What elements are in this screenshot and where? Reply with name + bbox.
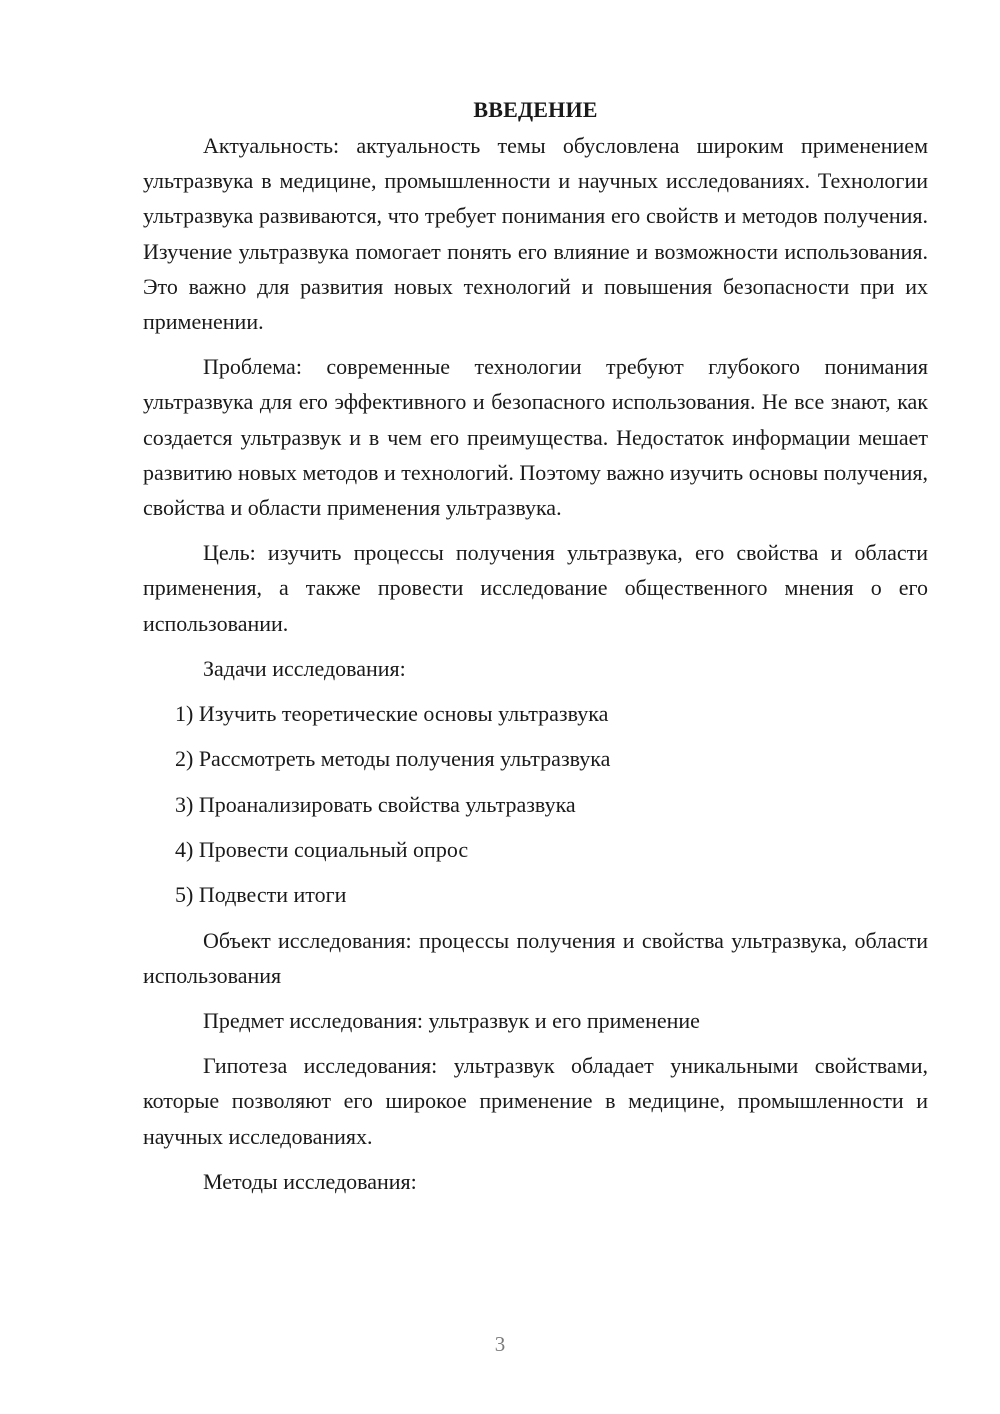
paragraph-hypothesis: Гипотеза исследования: ультразвук обладает уникальными свойствами, которые позволяют его широкое применение в медицине, промышленности и научных исследованиях. [143,1053,928,1149]
paragraph-object: Объект исследования: процессы получения и свойства ультразвука, области использования [143,927,928,988]
task-list [143,696,928,912]
task-item: 5) Подвести итоги [175,882,347,908]
task-item: 3) Проанализировать свойства ультразвука [175,791,576,817]
task-item: 2) Рассмотреть методы получения ультразвука [175,746,611,772]
paragraph-subject: Предмет исследования: ультразвук и его применение [203,1007,700,1033]
paragraph-problem: Проблема: современные технологии требуют глубокого понимания ультразвука для его эффективного и безопасного использования. Не все знают, как создается ультразвук и в чем его преимущества. Недостаток информации мешает развитию новых методов и технологий. Поэтому важно изучить основы получения, свойства и области применения ультразвука. [143,354,928,521]
paragraph-methods-title: Методы исследования: [203,1168,417,1194]
page-number: 3 [494,1332,506,1356]
task-item: 4) Провести социальный опрос [175,836,469,862]
document-page [143,92,928,1209]
paragraph-relevance: Актуальность: актуальность темы обусловлена широким применением ультразвука в медицине, промышленности и научных исследованиях. Технологии ультразвука развиваются, что требует понимания его свойств и методов получения. Изучение ультразвука помогает понять его влияние и возможности использования. Это важно для развития новых технологий и повышения безопасности при их применении. [143,133,928,335]
paragraph-goal: Цель: изучить процессы получения ультразвука, его свойства и области применения, а также провести исследование общественного мнения о его использовании. [143,540,928,636]
task-item: 1) Изучить теоретические основы ультразвука [175,701,609,727]
section-heading: ВВЕДЕНИЕ [473,97,598,122]
paragraph-tasks-title: Задачи исследования: [203,655,406,681]
